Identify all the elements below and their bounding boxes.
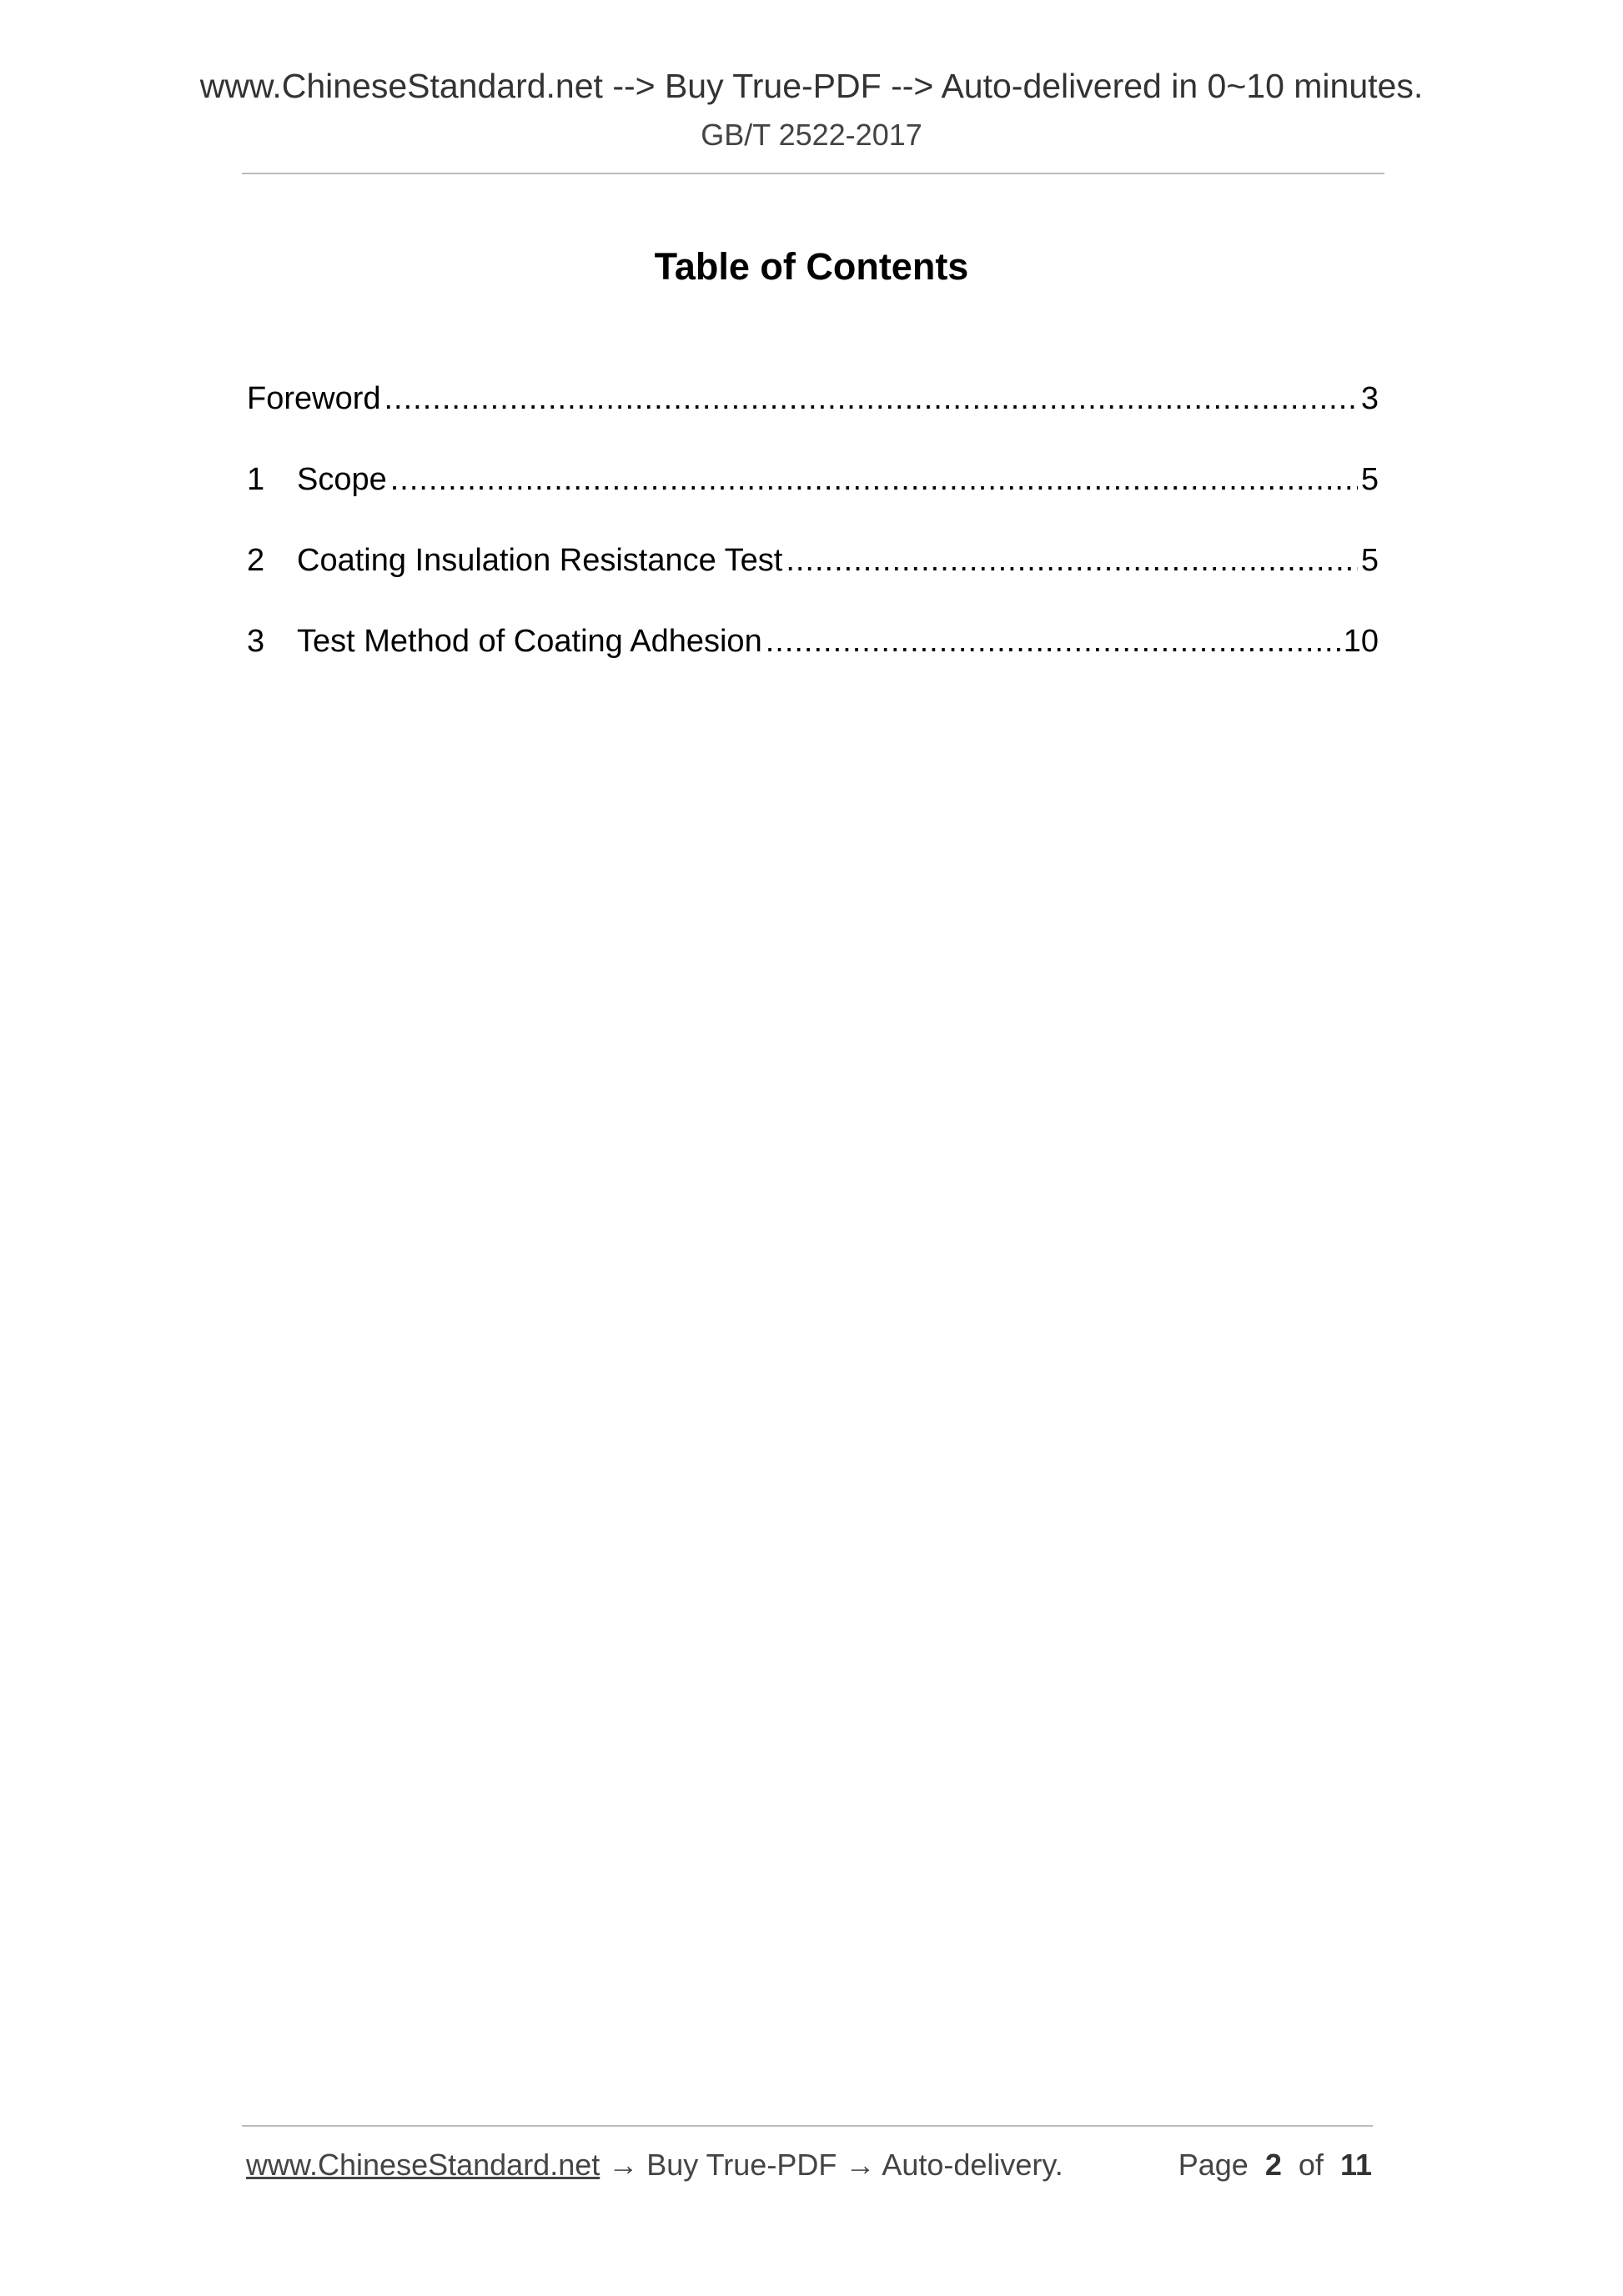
toc-entry-insulation-test[interactable] [247, 539, 1379, 620]
toc-dot-leader [390, 458, 1358, 501]
toc-entry-number: 1 [247, 462, 265, 497]
page-indicator [1178, 2143, 1372, 2187]
toc-entry-number: 3 [247, 624, 265, 659]
toc-entry-page: 10 [1343, 624, 1379, 659]
header-divider [242, 173, 1384, 174]
footer-promo [246, 2143, 1063, 2187]
toc-entry-label: Test Method of Coating Adhesion [297, 624, 762, 659]
toc-dot-leader [786, 539, 1358, 582]
toc-entry-adhesion-test[interactable] [247, 620, 1379, 701]
toc-dot-leader [384, 377, 1358, 420]
toc-entry-page: 5 [1360, 462, 1379, 497]
toc-entry-page: 3 [1360, 381, 1379, 416]
header-banner: www.ChineseStandard.net --> Buy True-PDF --> Auto-delivered in 0~10 minutes. [199, 67, 1424, 105]
page-label: Page [1178, 2148, 1249, 2182]
standard-code: GB/T 2522-2017 [701, 118, 922, 152]
toc-entry-scope[interactable] [247, 458, 1379, 539]
page-title: Table of Contents [654, 245, 969, 288]
toc-entry-label: Coating Insulation Resistance Test [297, 543, 783, 578]
page-footer [246, 2143, 1372, 2187]
of-label: of [1298, 2148, 1324, 2182]
footer-promo-text: → Buy True-PDF → Auto-delivery. [600, 2148, 1063, 2182]
toc-entry-label: Foreword [247, 381, 381, 416]
footer-site-link[interactable]: www.ChineseStandard.net [246, 2148, 600, 2182]
table-of-contents [247, 377, 1379, 701]
page-current: 2 [1264, 2148, 1282, 2182]
page-total: 11 [1339, 2148, 1372, 2182]
toc-entry-number: 2 [247, 543, 265, 578]
toc-entry-foreword[interactable] [247, 377, 1379, 458]
toc-entry-page: 5 [1360, 543, 1379, 578]
toc-dot-leader [766, 620, 1340, 663]
toc-entry-label: Scope [297, 462, 387, 497]
footer-divider [242, 2125, 1373, 2127]
